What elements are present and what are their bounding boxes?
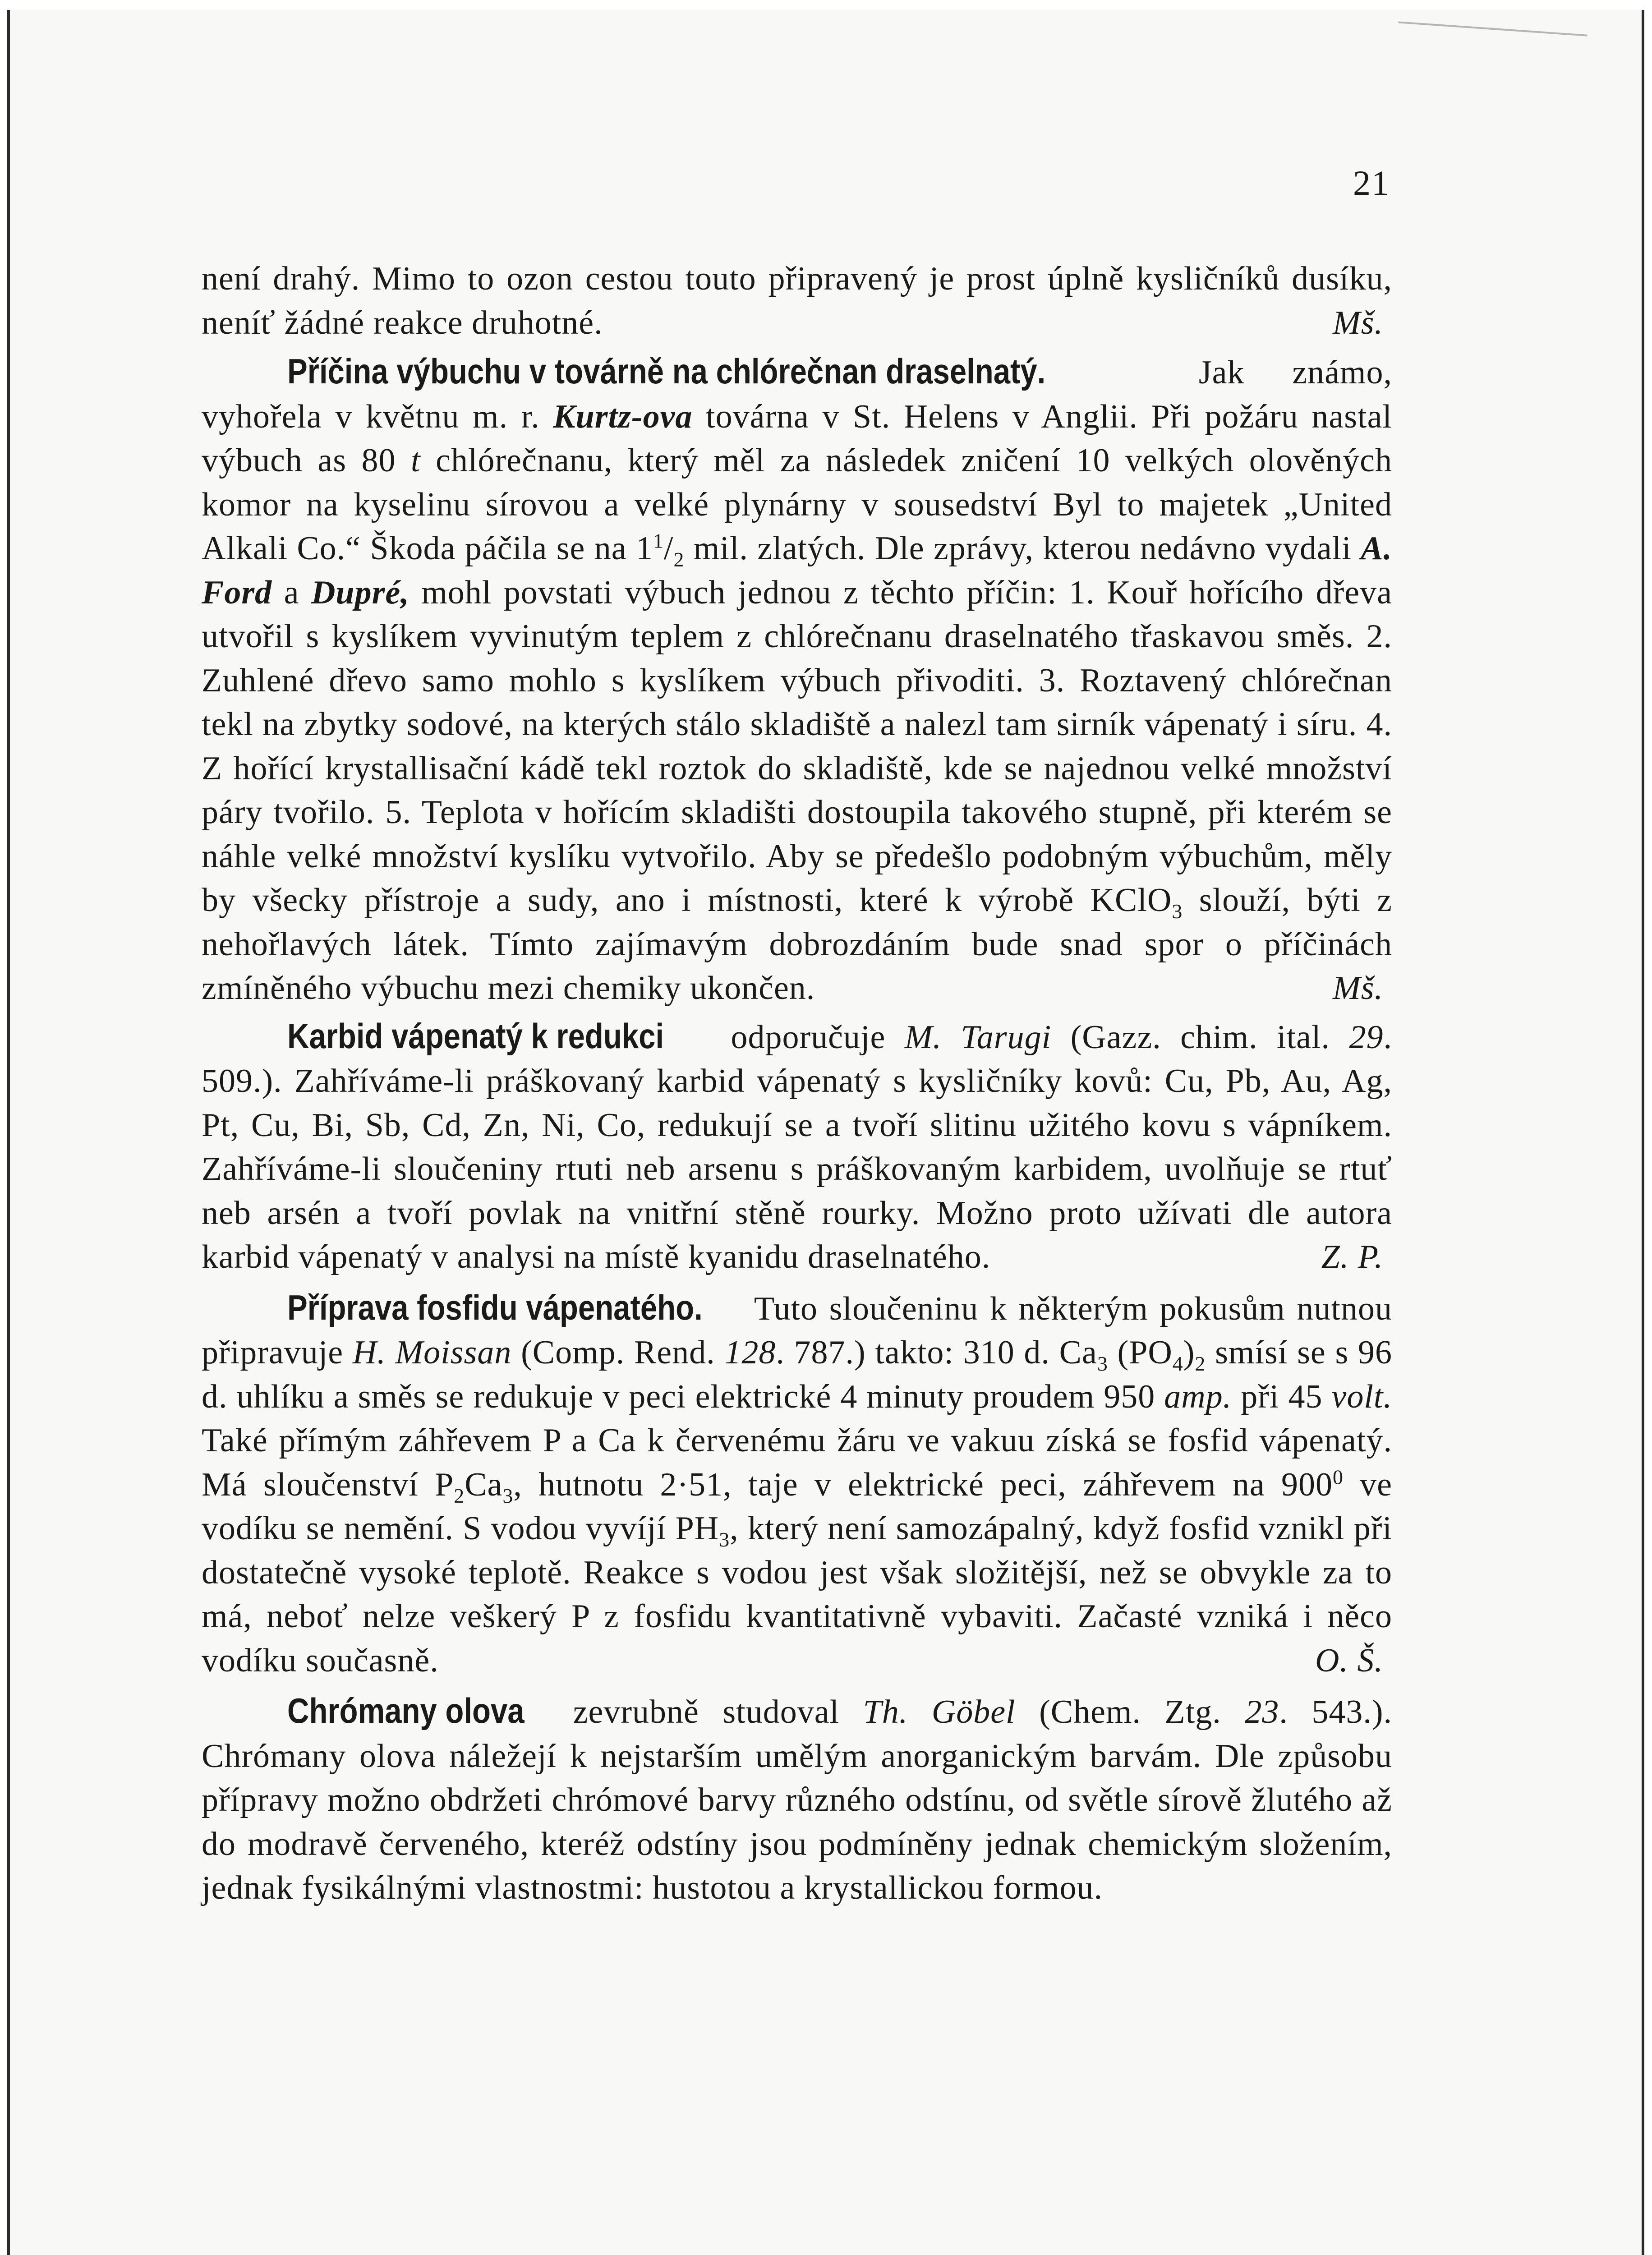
paragraph-text: slouží, býti z nehořlavých látek. Tímto zajímavým dobrozdáním bude snad spor o příčinách zmíněného výbuchu mezi chemiky ukončen. [202, 882, 1392, 1007]
person-name: Dupré, [311, 574, 410, 611]
paragraph-explosion: Příčina výbuchu v továrně na chlórečnan draselnatý. Jak známo, vyhořela v květnu m. r. Kurtz-ova továrna v St. Helens v Anglii. Při požáru nastal výbuch as 80 t chlórečnanu, který měl za následek zničení 10 velkých olověných komor na kyselinu sírovou a velké plynárny v sousedství Byl to majetek „United Alkali Co.“ Škoda páčila se na $1^1/_2$ mil. zlatých. Dle zprávy, kterou nedávno vydali A. Ford a Dupré, mohl povstati výbuch jednou z těchto příčin: 1. Kouř hořícího dřeva utvořil s kyslíkem vyvinutým teplem z chlórečnanu draselnatého třaskavou směs. 2. Zuhlené dřevo samo mohlo s kyslíkem výbuch přivoditi. 3. Roztavený chlórečnan tekl na zbytky sodové, na kterých stálo skladiště a nalezl tam sirník vápenatý i síru. 4. Z hořící krystallisační kádě tekl roztok do skladiště, kde se najednou velké množství páry tvořilo. 5. Teplota v hořícím skladišti dostoupila takového stupně, při kterém se náhle velké množství kyslíku vytvořilo. Aby se předešlo podobným výbuchům, měly by všecky přístroje a sudy, ano i místnosti, které k výrobě KClO$_3$ slouží, býti z nehořlavých látek. Tímto zajímavým dobrozdáním bude snad spor o příčinách zmíněného výbuchu mezi chemiky ukončen. Mš. [202, 350, 1392, 1011]
paragraph-text: Ca [465, 1466, 503, 1503]
subscript: 3 [502, 1484, 514, 1507]
subscript: 3 [1097, 1352, 1108, 1375]
book-page [7, 10, 1644, 2255]
text-column [202, 257, 1392, 1910]
paragraph-chromates [202, 1689, 1392, 1910]
paragraph-text: smísí se s 96 d. uhlíku a směs se redukuje v peci elektrické 4 minuty proudem 950 [202, 1334, 1392, 1415]
paragraph-text: . 543.). Chrómany olova náležejí k nejstarším umělým anorganickým barvám. Dle způsobu přípravy možno obdržeti chrómové barvy různého odstínu, od světle sírově žlutého až do modravě červeného, kteréž odstíny jsou podmíněny jednak chemickým složením, jednak fysikálnými vlastnostmi: hustotou a krystallickou formou. [202, 1694, 1392, 1906]
paragraph-text: není drahý. Mimo to ozon cestou touto připravený je prost úplně kysličníků dusíku, neníť žádné reakce druhotné. [202, 260, 1392, 341]
volume-number: 128 [724, 1334, 776, 1371]
volume-number: 29 [1349, 1018, 1384, 1056]
subscript: 3 [719, 1528, 730, 1551]
person-name: M. Tarugi [904, 1018, 1052, 1056]
author-signature: Mš. [1333, 970, 1383, 1007]
paragraph-text: chlórečnanu, který měl za následek zničení 10 velkých olověných komor na kyselinu sírovou a velké plynárny v sousedství Byl to majetek „United Alkali Co.“ Škoda páčila se na 1 [202, 442, 1392, 567]
fraction-denominator: 2 [673, 548, 685, 571]
paragraph-text: ve vodíku se nemění. S vodou vyvíjí PH [202, 1466, 1392, 1547]
author-signature: Z. P. [1321, 1238, 1383, 1275]
paragraph-text: (Chem. Ztg. [1015, 1694, 1245, 1730]
section-heading: Chrómany olova [287, 1691, 525, 1730]
paragraph-text: Také přímým záhřevem P a Ca k červenému žáru ve vakuu získá se fosfid vápenatý. Má sloučenství P [202, 1422, 1392, 1503]
subscript: 2 [1195, 1352, 1206, 1375]
person-name: Kurtz-ova [553, 398, 693, 435]
section-heading: Karbid vápenatý k redukci [287, 1016, 664, 1056]
person-name: A. Ford [202, 530, 1393, 611]
section-heading: Příprava fosfidu vápenatého. [287, 1287, 703, 1327]
paragraph-text: (PO [1108, 1334, 1173, 1371]
section-heading: Příčina výbuchu v továrně na chlórečnan draselnatý. [287, 351, 1046, 391]
paragraph-text: mil. zlatých. Dle zprávy, kterou nedávno vydali [684, 530, 1361, 567]
paragraph-text: mohl povstati výbuch jednou z těchto příčin: 1. Kouř hořícího dřeva utvořil s kyslíkem vyvinutým teplem z chlórečnanu draselnatého třaskavou směs. 2. Zuhlené dřevo samo mohlo s kyslíkem výbuch přivoditi. 3. Roztavený chlórečnan tekl na zbytky sodové, na kterých stálo skladiště a nalezl tam sirník vápenatý i síru. 4. Z hořící krystallisační kádě tekl roztok do skladiště, kde se najednou velké množství páry tvořilo. 5. Teplota v hořícím skladišti dostoupila takového stupně, při kterém se náhle velké množství kyslíku vytvořilo. Aby se předešlo podobným výbuchům, měly by všecky přístroje a sudy, ano i místnosti, které k výrobě KClO [202, 574, 1392, 919]
paragraph-phosphide [202, 1286, 1392, 1683]
paragraph-text: (Comp. Rend. [511, 1334, 725, 1371]
author-signature: O. Š. [1315, 1642, 1383, 1679]
fraction-numerator: 1 [653, 529, 664, 552]
subscript: 4 [1172, 1352, 1183, 1375]
volume-number: 23 [1245, 1694, 1279, 1730]
paragraph-text: továrna v St. Helens v Anglii. Při požáru nastal výbuch as 80 [202, 398, 1392, 479]
author-signature: Mš. [1333, 304, 1383, 341]
superscript: 0 [1332, 1465, 1344, 1488]
paragraph-text: . 787.) takto: 310 d. Ca [776, 1334, 1097, 1371]
paragraph-text: odporučuje [712, 1018, 905, 1056]
subscript: 3 [1172, 899, 1183, 923]
person-name: H. Moissan [352, 1334, 512, 1371]
paragraph-text: Jak známo, vyhořela v květnu m. r. [202, 354, 1392, 435]
unit: amp. [1164, 1378, 1232, 1415]
page-number: 21 [1353, 163, 1390, 202]
paragraph-text: při 45 [1232, 1378, 1332, 1415]
paragraph-text: , který není samozápalný, když fosfid vznikl při dostatečně vysoké teplotě. Reakce s vodou jest však složitější, než se obvykle za to má, neboť nelze veškerý P z fosfidu kvantitativně vybaviti. Začasté vzniká i něco vodíku současně. [202, 1510, 1392, 1679]
unit: volt. [1331, 1378, 1392, 1415]
paragraph-text: zevrubně studoval [549, 1694, 863, 1730]
paragraph-text: a [272, 574, 311, 611]
paragraph-text: ) [1183, 1334, 1195, 1371]
paragraph-ozone [202, 257, 1392, 345]
unit: t [411, 442, 421, 479]
paragraph-text: . 509.). Zahříváme-li práškovaný karbid vápenatý s kysličníky kovů: Cu, Pb, Au, Ag, Pt, Cu, Bi, Sb, Cd, Zn, Ni, Co, redukují se a tvoří slitinu užitého kovu s vápníkem. Zahříváme-li sloučeniny rtuti neb arsenu s práškovaným karbidem, uvolňuje se rtuť neb arsén a tvoří povlak na vnitřní stěně rourky. Možno proto užívati dle autora karbid vápenatý v analysi na místě kyanidu draselnatého. [202, 1018, 1392, 1275]
paragraph-carbide [202, 1014, 1392, 1279]
paragraph-text: Tuto sloučeninu k některým pokusům nutnou připravuje [202, 1290, 1392, 1371]
scan-artifact-line [1398, 21, 1587, 36]
person-name: Th. Göbel [863, 1694, 1016, 1730]
subscript: 2 [454, 1484, 465, 1507]
paragraph-text: , hutnotu 2·51, taje v elektrické peci, záhřevem na 900 [513, 1466, 1333, 1503]
paragraph-text: (Gazz. chim. ital. [1051, 1018, 1349, 1056]
